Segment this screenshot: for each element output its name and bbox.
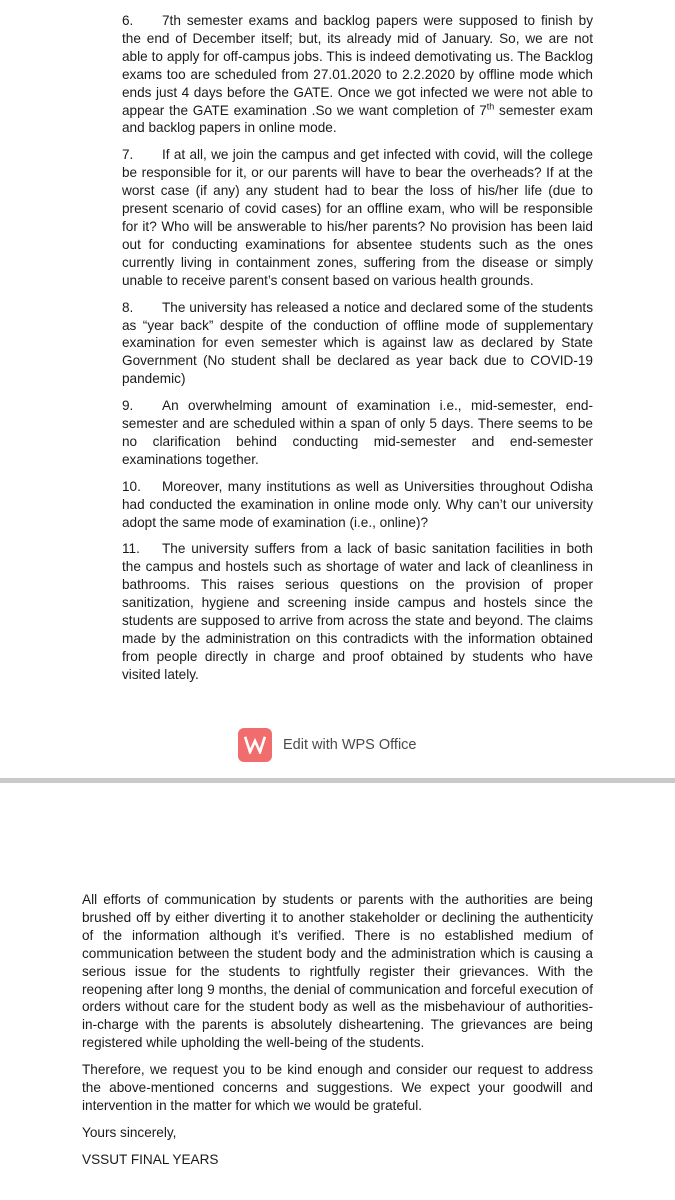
item-number: 9. — [122, 398, 134, 414]
item-number: 10. — [122, 478, 141, 494]
body-paragraph: Therefore, we request you to be kind enough and consider our request to address the above-mentioned concerns and suggestions. We expect your goodwill and intervention in the matter for which we would be grateful. — [82, 1062, 593, 1113]
item-text: Moreover, many institutions as well as Universities throughout Odisha had conducted the examination in online mode only. Why can’t our university adopt the same mode of examination (i.e., online)? — [122, 478, 593, 530]
list-item-9 — [122, 397, 593, 469]
edit-with-wps-button[interactable] — [238, 728, 417, 762]
item-text: The university suffers from a lack of basic sanitation facilities in both the campus and hostels such as shortage of water and lack of cleanliness in bathrooms. This raises serious questions on the provision of proper sanitization, hygiene and screening inside campus and hostels since the students are supposed to arrive from across the state and beyond. The claims made by the administration on this contradicts with the information obtained from people directly in charge and proof obtained by students who have visited lately. — [122, 541, 593, 682]
item-text-end: semester exam and backlog papers in online mode. — [122, 102, 593, 136]
item-number: 7. — [122, 147, 134, 163]
document-page-2 — [0, 783, 675, 1200]
wps-w-glyph — [244, 736, 266, 754]
signature: VSSUT FINAL YEARS — [82, 1151, 219, 1167]
item-number: 8. — [122, 299, 134, 315]
wps-label: Edit with WPS Office — [283, 737, 417, 753]
item-number: 6. — [122, 13, 134, 28]
page-2-content — [82, 891, 593, 1178]
list-item-8 — [122, 299, 593, 389]
item-number: 11. — [122, 541, 140, 557]
body-paragraph: All efforts of communication by students or parents with the authorities are being brushed off by either diverting it to another stakeholder or declining the authenticity of the information although it’s verified. There is no established medium of communication between the student body and the administration which is causing a serious issue for the students to rightfully register their grievances. With the reopening after long 9 months, the denial of communication and forceful execution of orders without care for the student body as well as the misbehaviour of authorities-in-charge with the parents is absolutely disheartening. The grievances are being registered while upholding the well-being of the students. — [82, 892, 593, 1051]
list-item-10 — [122, 478, 593, 532]
item-text: If at all, we join the campus and get infected with covid, will the college be responsible for it, or our parents will have to bear the overheads? If at the worst case (if any) any student had to bear the loss of his/her life (due to present scenario of covid cases) for an offline exam, who will be responsible for it? Who will be answerable to his/her parents? No provision has been laid out for conducting examinations for absentee students such as the ones currently living in containment zones, suffering from the disease or simply unable to receive parent’s consent based on various health grounds. — [122, 147, 593, 288]
list-item-7 — [122, 146, 593, 289]
closing-line: Yours sincerely, — [82, 1124, 177, 1140]
list-item-6 — [122, 12, 593, 137]
list-item-11 — [122, 540, 593, 683]
item-text: An overwhelming amount of examination i.e., mid-semester, end-semester and are scheduled within a span of only 5 days. There seems to be no clarification behind conducting mid-semester and end-semester examinations together. — [122, 398, 593, 467]
superscript: th — [486, 101, 495, 111]
item-text: The university has released a notice and declared some of the students as “year back” despite of the conduction of offline mode of supplementary examination for even semester which is against law as declared by State Government (No student shall be declared as year back due to COVID-19 pandemic) — [122, 299, 593, 387]
page-1-content — [122, 12, 593, 693]
wps-logo-icon — [238, 728, 272, 762]
item-text: 7th semester exams and backlog papers were supposed to finish by the end of December itself; but, its already mid of January. So, we are not able to apply for off-campus jobs. This is indeed demotivating us. The Backlog exams too are scheduled from 27.01.2020 to 2.2.2020 by offline mode which ends just 4 days before the GATE. Once we got infected we were not able to appear the GATE examination .So we want completion of 7 — [122, 13, 593, 118]
